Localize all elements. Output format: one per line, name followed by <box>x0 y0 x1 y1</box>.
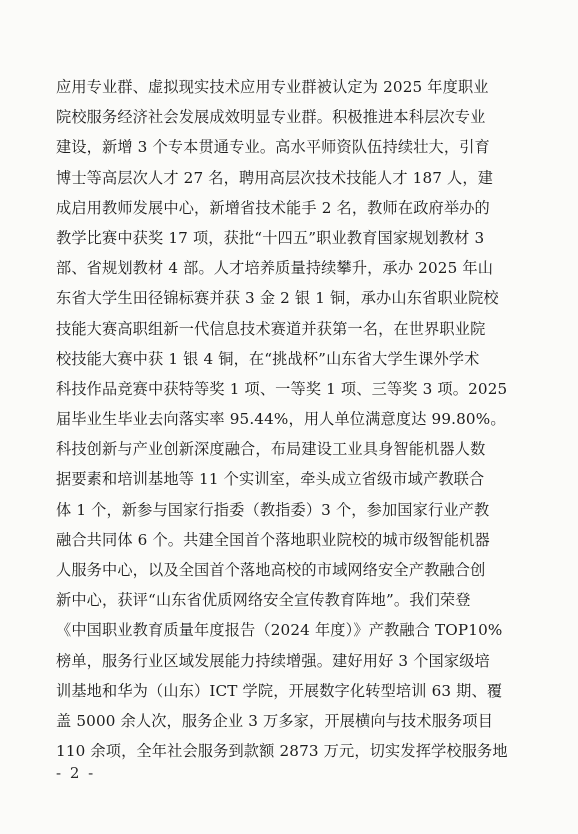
text-line: 院校服务经济社会发展成效明显专业群。积极推进本科层次专业 <box>56 108 486 127</box>
text-line: 训基地和华为（山东）ICT 学院，开展数字化转型培训 63 期、覆 <box>56 681 503 700</box>
text-line: 建设，新增 3 个专本贯通专业。高水平师资队伍持续壮大，引育 <box>56 138 490 157</box>
text-line: 应用专业群、虚拟现实技术应用专业群被认定为 2025 年度职业 <box>56 78 489 96</box>
text-line: 榜单，服务行业区域发展能力持续增强。建好用好 3 个国家级培 <box>56 651 490 670</box>
text-line: 《中国职业教育质量年度报告（2024 年度）》产教融合 TOP10% <box>56 621 503 640</box>
text-line: 技能大赛高职组新一代信息技术赛道并获第一名，在世界职业院 <box>56 319 486 338</box>
text-line: 体 1 个，新参与国家行指委（教指委）3 个，参加国家行业产教 <box>56 500 490 519</box>
text-line: 融合共同体 6 个。共建全国首个落地职业院校的城市级智能机器 <box>56 530 490 549</box>
text-line: 新中心，获评“山东省优质网络安全宣传教育阵地”。我们荣登 <box>56 591 471 610</box>
text-line: 教学比赛中获奖 17 项，获批“十四五”职业教育国家规划教材 3 <box>56 228 485 247</box>
text-line: 部、省规划教材 4 部。人才培养质量持续攀升，承办 2025 年山 <box>56 259 494 278</box>
text-line: 据要素和培训基地等 11 个实训室，牵头成立省级市域产教联合 <box>56 470 485 489</box>
text-line: 东省大学生田径锦标赛并获 3 金 2 银 1 铜，承办山东省职业院校 <box>56 289 499 308</box>
page-number: - 2 - <box>56 764 96 782</box>
text-line: 博士等高层次人才 27 名，聘用高层次技术技能人才 187 人，建 <box>56 168 494 187</box>
text-line: 科技作品竞赛中获特等奖 1 项、一等奖 1 项、三等奖 3 项。2025 <box>56 379 508 398</box>
text-line: 成启用教师发展中心，新增省技术能手 2 名，教师在政府举办的 <box>56 198 490 217</box>
text-line: 110 余项，全年社会服务到款额 2873 万元，切实发挥学校服务地 <box>56 742 508 761</box>
text-line: 科技创新与产业创新深度融合，布局建设工业具身智能机器人数 <box>56 440 486 459</box>
body-text <box>56 72 522 766</box>
text-line: 届毕业生毕业去向落实率 95.44%，用人单位满意度达 99.80%。 <box>56 410 506 429</box>
text-line: 盖 5000 余人次，服务企业 3 万多家，开展横向与技术服务项目 <box>56 711 494 730</box>
text-line: 校技能大赛中获 1 银 4 铜，在“挑战杯”山东省大学生课外学术 <box>56 349 480 368</box>
text-line: 人服务中心，以及全国首个落地高校的市域网络安全产教融合创 <box>56 561 486 579</box>
